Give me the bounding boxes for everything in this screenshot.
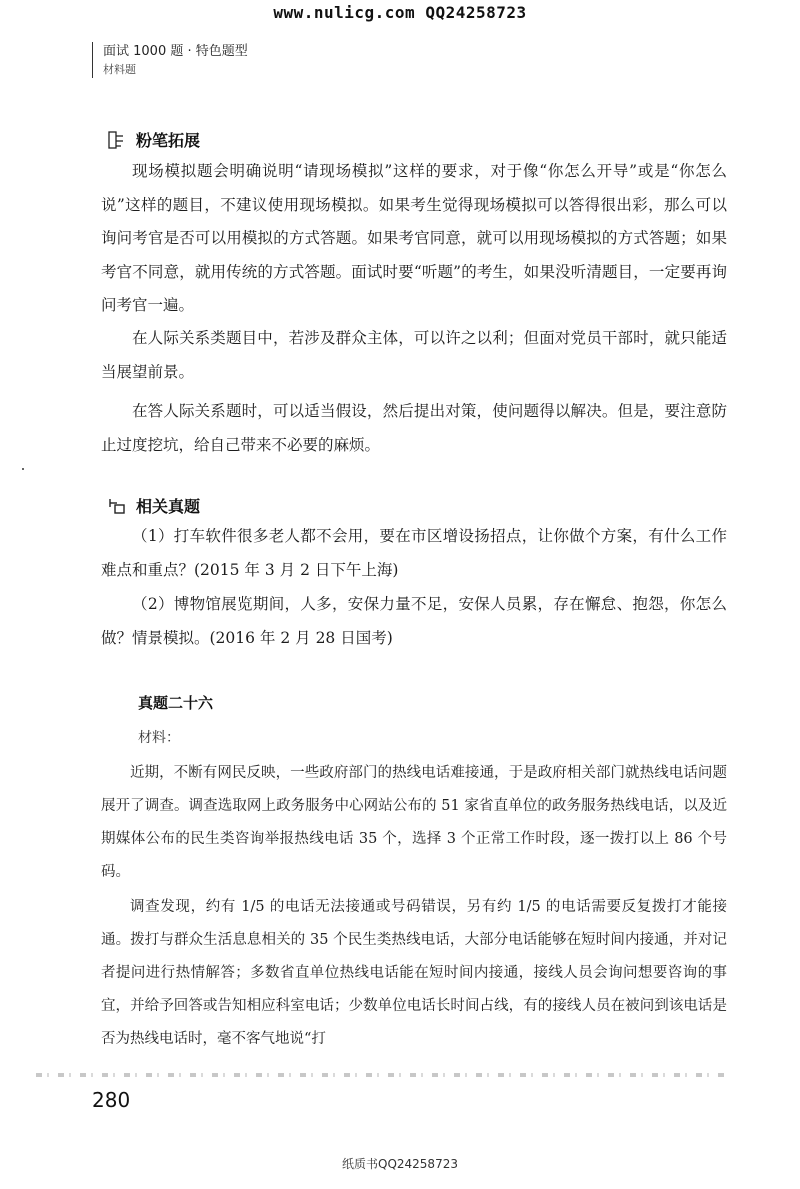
book-marker-icon bbox=[108, 131, 126, 149]
section-heading-related bbox=[108, 494, 200, 517]
link-marker-icon bbox=[108, 497, 126, 515]
watermark-top: www.nulicg.com QQ24258723 bbox=[273, 3, 527, 22]
section-heading-related-text: 相关真题 bbox=[136, 497, 201, 516]
related-question-item: （2）博物馆展览期间，人多，安保力量不足，安保人员累，存在懈怠、抱怨，你怎么做？情景模拟。(2016 年 2 月 28 日国考) bbox=[101, 595, 727, 647]
running-header bbox=[92, 42, 248, 78]
material-paragraph: 近期，不断有网民反映，一些政府部门的热线电话难接通，于是政府相关部门就热线电话问题展开了调查。调查选取网上政务服务中心网站公布的 51 家省直单位的政务服务热线电话，以及近期媒体公布的民生类咨询举报热线电话 35 个，选择 3 个正常工作时段，逐一拨打以上 86 个号码。 bbox=[101, 765, 727, 880]
page-number: 280 bbox=[92, 1088, 131, 1112]
material-paragraph: 调查发现，约有 1/5 的电话无法接通或号码错误，另有约 1/5 的电话需要反复拨打才能接通。拨打与群众生活息息相关的 35 个民生类热线电话，大部分电话能够在短时间内接通，并对记者提问进行热情解答；多数省直单位热线电话能在短时间内接通，接线人员会询问想要咨询的事宜，并给予回答或告知相应科室电话；少数单位电话长时间占线，有的接线人员在被问到该电话是否为热线电话时，毫不客气地说“打 bbox=[101, 899, 727, 1047]
related-question-item: （1）打车软件很多老人都不会用，要在市区增设扬招点，让你做个方案，有什么工作难点和重点？(2015 年 3 月 2 日下午上海) bbox=[101, 527, 727, 579]
watermark-bottom: 纸质书QQ24258723 bbox=[342, 1157, 458, 1171]
header-subtitle: 材料题 bbox=[103, 63, 136, 76]
material-label: 材料： bbox=[138, 730, 180, 746]
extension-paragraph: 在人际关系类题目中，若涉及群众主体，可以许之以利；但面对党员干部时，就只能适当展望前景。 bbox=[101, 329, 727, 381]
section-heading-extension bbox=[108, 128, 200, 151]
extension-paragraph: 现场模拟题会明确说明“请现场模拟”这样的要求，对于像“你怎么开导”或是“你怎么说”这样的题目，不建议使用现场模拟。如果考生觉得现场模拟可以答得很出彩，那么可以询问考官是否可以用模拟的方式答题。如果考官同意，就可以用现场模拟的方式答题；如果考官不同意，就用传统的方式答题。面试时要“听题”的考生，如果没听清题目，一定要再询问考官一遍。 bbox=[101, 162, 727, 314]
extension-paragraph: 在答人际关系题时，可以适当假设，然后提出对策，使问题得以解决。但是，要注意防止过度挖坑，给自己带来不必要的麻烦。 bbox=[101, 402, 727, 454]
question-title: 真题二十六 bbox=[138, 694, 214, 712]
header-title: 面试 1000 题 · 特色题型 bbox=[103, 44, 248, 59]
scan-speck bbox=[22, 468, 24, 470]
section-heading-extension-text: 粉笔拓展 bbox=[136, 131, 201, 150]
cropped-text-line bbox=[36, 1073, 726, 1077]
